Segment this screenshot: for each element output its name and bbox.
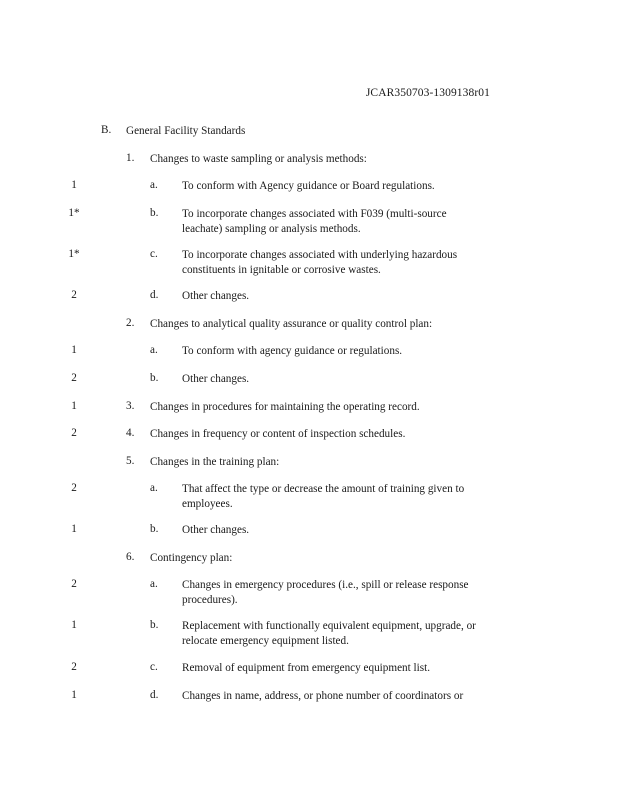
group-6-number: 6.: [126, 551, 135, 563]
section-mark: B.: [101, 124, 112, 136]
class-label: 1: [71, 523, 77, 535]
class-label: 2: [71, 372, 77, 384]
item-letter: a.: [150, 344, 158, 356]
class-label: 1*: [68, 248, 80, 260]
item-text: Other changes.: [182, 373, 250, 385]
item-text: Other changes.: [182, 524, 250, 536]
item-letter: b.: [150, 207, 159, 219]
item-letter: c.: [150, 248, 158, 260]
class-label: 1: [71, 179, 77, 191]
item-text: Replacement with functionally equivalent equipment, upgrade, or relocate emergency equipment listed.: [182, 620, 476, 647]
item-text: To incorporate changes associated with underlying hazardous constituents in ignitable or corrosive wastes.: [182, 249, 458, 276]
item-text: Removal of equipment from emergency equipment list.: [182, 662, 431, 674]
item-text: To conform with Agency guidance or Board regulations.: [182, 180, 435, 192]
group-6-title: Contingency plan:: [150, 552, 233, 564]
section-title: General Facility Standards: [126, 125, 246, 137]
group-5-title: Changes in the training plan:: [150, 456, 280, 468]
class-label: 2: [71, 427, 77, 439]
item-text: That affect the type or decrease the amount of training given to employees.: [182, 483, 465, 510]
item-letter: a.: [150, 578, 158, 590]
group-4-title: Changes in frequency or content of inspection schedules.: [150, 428, 406, 440]
group-5-number: 5.: [126, 455, 135, 467]
class-label: 1: [71, 619, 77, 631]
group-4-number: 4.: [126, 427, 135, 439]
item-letter: b.: [150, 523, 159, 535]
item-text: To incorporate changes associated with F039 (multi-source leachate) sampling or analysis methods.: [182, 208, 447, 235]
class-label: 2: [71, 482, 77, 494]
item-text: To conform with agency guidance or regulations.: [182, 345, 403, 357]
group-1-number: 1.: [126, 152, 135, 164]
item-letter: d.: [150, 689, 159, 701]
group-1-title: Changes to waste sampling or analysis methods:: [150, 153, 367, 165]
item-letter: a.: [150, 482, 158, 494]
class-label: 1: [71, 344, 77, 356]
group-2-number: 2.: [126, 317, 135, 329]
item-text: Changes in emergency procedures (i.e., spill or release response procedures).: [182, 579, 469, 606]
class-label: 1*: [68, 207, 80, 219]
group-2-title: Changes to analytical quality assurance or quality control plan:: [150, 318, 433, 330]
item-letter: d.: [150, 289, 159, 301]
document-id: JCAR350703-1309138r01: [365, 87, 490, 99]
class-label: 2: [71, 578, 77, 590]
class-label: 2: [71, 289, 77, 301]
group-3-title: Changes in procedures for maintaining the operating record.: [150, 401, 420, 413]
group-3-number: 3.: [126, 400, 135, 412]
class-label: 2: [71, 661, 77, 673]
item-text: Changes in name, address, or phone number of coordinators or: [182, 690, 464, 702]
item-text: Other changes.: [182, 290, 250, 302]
item-letter: c.: [150, 661, 158, 673]
item-letter: b.: [150, 619, 159, 631]
item-letter: a.: [150, 179, 158, 191]
class-label: 1: [71, 689, 77, 701]
class-label: 1: [71, 400, 77, 412]
item-letter: b.: [150, 372, 159, 384]
